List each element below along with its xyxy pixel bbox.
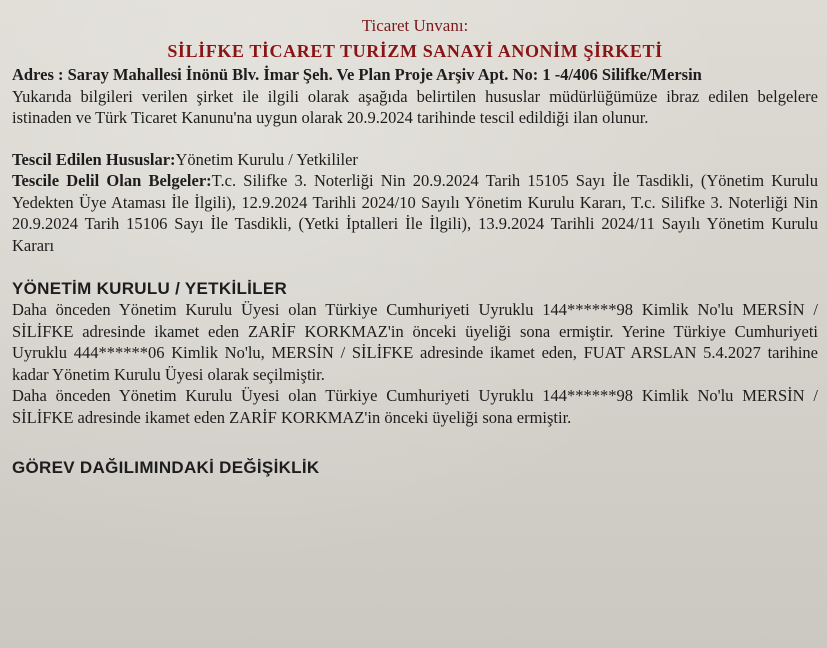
company-address: Adres : Saray Mahallesi İnönü Blv. İmar Şeh. Ve Plan Proje Arşiv Apt. No: 1 -4/406 Silifke/Mersin: [12, 65, 702, 84]
intro-paragraph: Yukarıda bilgileri verilen şirket ile ilgili olarak aşağıda belirtilen hususlar müdürlüğümüze ibraz edilen belgelere istinaden ve Türk Ticaret Kanunu'na uygun olarak 20.9.2024 tarihinde tescil edildiği ilan olunur.: [12, 86, 818, 127]
registration-details: [12, 149, 818, 257]
company-name: SİLİFKE TİCARET TURİZM SANAYİ ANONİM ŞİRKETİ: [167, 41, 663, 61]
registered-matters: [12, 149, 818, 171]
board-paragraph-1: Daha önceden Yönetim Kurulu Üyesi olan Türkiye Cumhuriyeti Uyruklu 144******98 Kimlik No'lu MERSİN / SİLİFKE adresinde ikamet eden ZARİF KORKMAZ'in önceki üyeliği sona ermiştir. Yerine Türkiye Cumhuriyeti Uyruklu 444******06 Kimlik No'lu, MERSİN / SİLİFKE adresinde ikamet eden, FUAT ARSLAN 5.4.2027 tarihine kadar Yönetim Kurulu Üyesi olarak seçilmiştir.: [12, 300, 818, 384]
duty-section-title: GÖREV DAĞILIMINDAKİ DEĞİŞİKLİK: [12, 458, 320, 477]
board-section-title: YÖNETİM KURULU / YETKİLİLER: [12, 279, 288, 298]
evidence-documents: [12, 170, 818, 256]
registered-matters-value: Yönetim Kurulu / Yetkililer: [175, 149, 358, 169]
evidence-documents-label: Tescile Delil Olan Belgeler:: [12, 171, 212, 190]
registered-matters-label: Tescil Edilen Hususlar:: [12, 149, 176, 169]
board-paragraph-2: Daha önceden Yönetim Kurulu Üyesi olan Türkiye Cumhuriyeti Uyruklu 144******98 Kimlik No'lu MERSİN / SİLİFKE adresinde ikamet eden ZARİF KORKMAZ'in önceki üyeliği sona ermiştir.: [12, 386, 818, 427]
trade-name-label: Ticaret Unvanı:: [361, 16, 469, 35]
announcement-body: [12, 14, 818, 478]
evidence-documents-value: T.c. Silifke 3. Noterliği Nin 20.9.2024 Tarih 15105 Sayı İle Tasdikli, (Yönetim Kurulu Yedekten Üye Ataması İle İlgili), 12.9.2024 Tarihli 2024/10 Sayılı Yönetim Kurulu Kararı, T.c. Silifke 3. Noterliği Nin 20.9.2024 Tarih 15106 Sayı İle Tasdikli, (Yetki İptalleri İle İlgili), 13.9.2024 Tarihli 2024/11 Sayılı Yönetim Kurulu Kararı: [12, 171, 818, 255]
